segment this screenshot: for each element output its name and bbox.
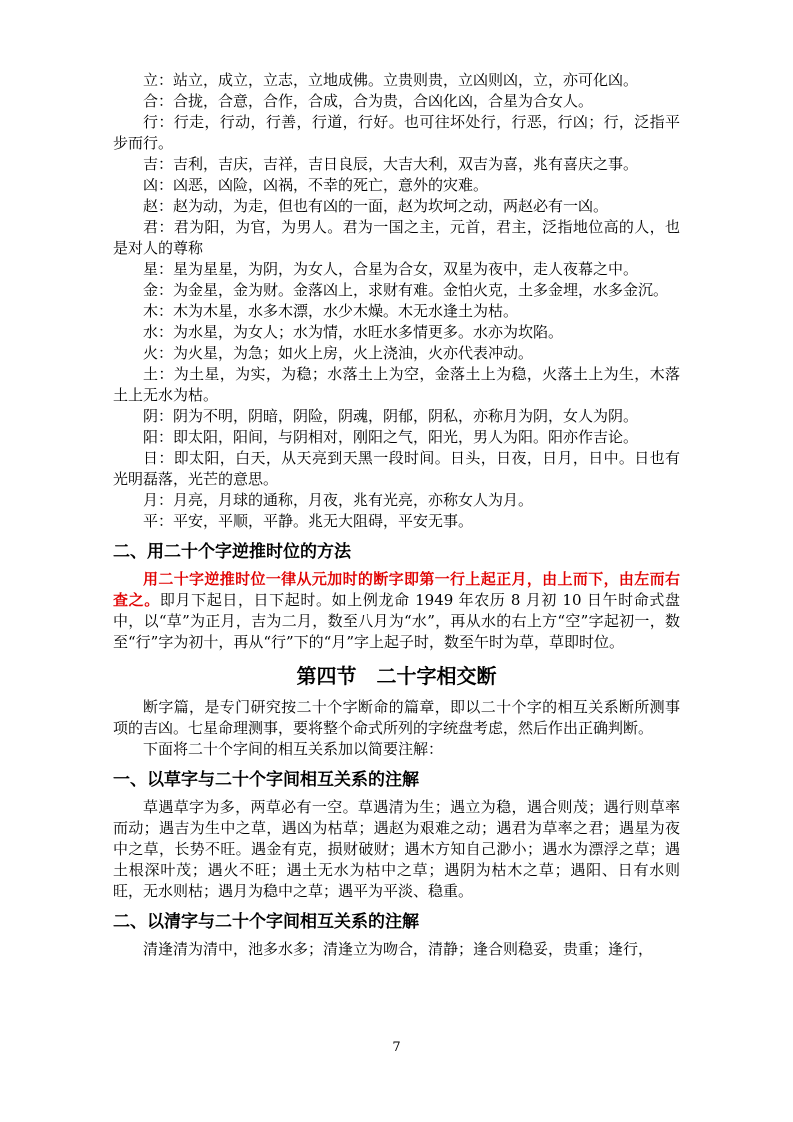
definition-item: 火：为火星，为急；如火上房，火上浇油，火亦代表冲动。	[143, 344, 534, 362]
subsection-text-qing: 清逢清为清中，池多水多；清逢立为吻合，清静；逢合则稳妥，贵重；逢行，	[143, 940, 654, 958]
chapter-intro: 断字篇，是专门研究按二十个字断命的篇章，即以二十个字的相互关系断所测事项的吉凶。七星命理测事，要将整个命式所列的字统盘考虑，然后作出正确判断。	[113, 698, 680, 737]
section-heading-2: 二、用二十个字逆推时位的方法	[113, 542, 351, 562]
definition-item: 金：为金星，金为财。金落凶上，求财有难。金怕火克，土多金埋，水多金沉。	[143, 281, 669, 299]
definition-item: 吉：吉利，吉庆，吉祥，吉日良辰，大吉大利，双吉为喜，兆有喜庆之事。	[143, 155, 639, 173]
definition-item: 木：木为木星，水多木漂，水少木燥。木无水逢土为枯。	[143, 302, 519, 320]
method-highlight: 用二十字逆推时位一律从元加时的断字即第一行上起正月，由上而下，由左而右查之。	[113, 570, 680, 609]
definition-item: 星：星为星星，为阴，为女人，合星为合女，双星为夜中，走人夜幕之中。	[143, 260, 639, 278]
definition-item: 赵：赵为动，为走，但也有凶的一面，赵为坎坷之动，两赵必有一凶。	[143, 197, 609, 215]
method-paragraph	[113, 569, 680, 653]
document-page	[113, 70, 680, 960]
definition-item: 凶：凶恶，凶险，凶祸，不幸的死亡，意外的灾难。	[143, 176, 489, 194]
chapter-note: 下面将二十个字间的相互关系加以简要注解：	[143, 740, 444, 758]
subsection-heading-cao: 一、以草字与二十个字间相互关系的注解	[113, 770, 419, 790]
definition-item: 日：即太阳，白天，从天亮到天黑一段时间。日头，日夜，日月，日中。日也有光明磊落，光芒的意思。	[113, 449, 680, 488]
definition-item: 水：为水星，为女人；水为情，水旺水多情更多。水亦为坎陷。	[143, 323, 564, 341]
definition-item: 合：合拢，合意，合作，合成，合为贵，合凶化凶，合星为合女人。	[143, 92, 594, 110]
definition-item: 阳：即太阳，阳间，与阴相对，刚阳之气，阳光，男人为阳。阳亦作吉论。	[143, 428, 639, 446]
chapter-title: 第四节 二十字相交断	[296, 664, 497, 688]
definition-list	[113, 70, 680, 532]
definition-item: 行：行走，行动，行善，行道，行好。也可往坏处行，行恶，行凶；行，泛指平步而行。	[113, 113, 680, 152]
definition-item: 立：站立，成立，立志，立地成佛。立贵则贵，立凶则凶，立，亦可化凶。	[143, 71, 639, 89]
definition-item: 君：君为阳，为官，为男人。君为一国之主，元首，君主，泛指地位高的人，也是对人的尊称	[113, 218, 680, 257]
method-body: 即月下起日，日下起时。如上例龙命 1949 年农历 8 月初 10 日午时命式盘中，以“草”为正月，吉为二月，数至八月为“水”，再从水的右上方“空”字起初一，数至“行”字为初十，再从“行”下的“月”字上起子时，数至午时为草，草即时位。	[113, 591, 680, 651]
definition-item: 平：平安，平顺，平静。兆无大阻碍，平安无事。	[143, 512, 474, 530]
definition-item: 土：为土星，为实，为稳；水落土上为空，金落土上为稳，火落土上为生，木落土上无水为枯。	[113, 365, 680, 404]
definition-item: 月：月亮，月球的通称，月夜，兆有光亮，亦称女人为月。	[143, 491, 534, 509]
page-number: 7	[392, 1040, 401, 1055]
subsection-text-cao: 草遇草字为多，两草必有一空。草遇清为生；遇立为稳，遇合则茂；遇行则草率而动；遇吉为生中之草，遇凶为枯草；遇赵为艰难之动；遇君为草率之君；遇星为夜中之草，长势不旺。遇金有克，损财破财；遇木方知自己渺小；遇水为漂浮之草；遇土根深叶茂；遇火不旺；遇土无水为枯中之草；遇阴为枯木之草；遇阳、日有水则旺，无水则枯；遇月为稳中之草；遇平为平淡、稳重。	[113, 798, 680, 900]
definition-item: 阴：阴为不明，阴暗，阴险，阴魂，阴郁，阴私，亦称月为阴，女人为阴。	[143, 407, 639, 425]
subsection-heading-qing: 二、以清字与二十个字间相互关系的注解	[113, 912, 419, 932]
